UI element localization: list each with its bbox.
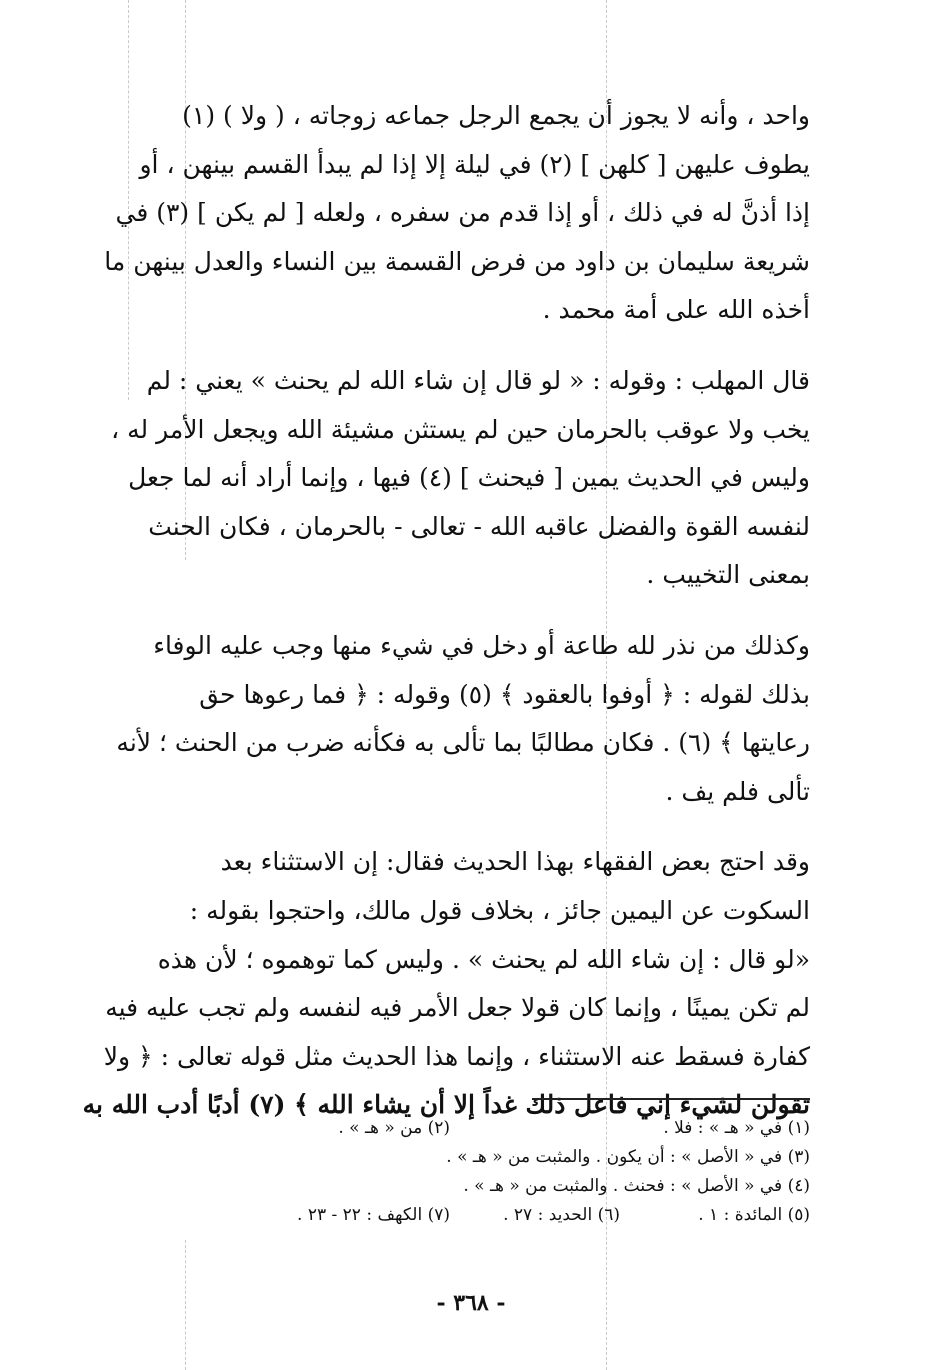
footnote-row [128, 1201, 810, 1230]
text-line: قال المهلب : وقوله : « لو قال إن شاء الله لم يحنث » يعني : لم [146, 365, 810, 395]
paragraph [116, 622, 810, 816]
footnote: (١) في « هـ » : فلا . [663, 1118, 810, 1138]
paragraph [104, 92, 810, 335]
paragraph [82, 838, 810, 1130]
text-line: تقولن لشيء إني فاعل ذلك غداً إلا أن يشاء الله ﴾ (٧) أدبًا أدب الله به [82, 1090, 810, 1120]
text-line: وليس في الحديث يمين [ فيحنث ] (٤) فيها ، وإنما أراد أنه لما جعل [128, 463, 810, 493]
footnote: (٧) الكهف : ٢٢ - ٢٣ . [297, 1205, 450, 1225]
text-line: يخب ولا عوقب بالحرمان حين لم يستثن مشيئة الله ويجعل الأمر له ، [111, 414, 810, 444]
text-line: تألى فلم يف . [665, 776, 810, 806]
text-line: لنفسه القوة والفضل عاقبه الله - تعالى - بالحرمان ، فكان الحنث [148, 511, 810, 541]
text-line: كفارة فسقط عنه الاستثناء ، وإنما هذا الحديث مثل قوله تعالى : ﴿ ولا [103, 1041, 810, 1071]
text-line: رعايتها ﴾ (٦) . فكان مطالبًا بما تألى به فكأنه ضرب من الحنث ؛ لأنه [116, 728, 810, 758]
text-line: واحد ، وأنه لا يجوز أن يجمع الرجل جماعه زوجاته ، ( ولا ) (١) [182, 101, 810, 130]
footnote-row [128, 1114, 810, 1143]
text-line: «لو قال : إن شاء الله لم يحنث » . وليس كما توهموه ؛ لأن هذه [157, 944, 810, 974]
footnote: (٦) الحديد : ٢٧ . [503, 1205, 620, 1225]
main-text [82, 92, 810, 1130]
footnote: (٣) في « الأصل » : أن يكون . والمثبت من « هـ » . [446, 1147, 810, 1167]
footnote-row [128, 1172, 810, 1201]
text-line: وقد احتج بعض الفقهاء بهذا الحديث فقال: إن الاستثناء بعد [220, 847, 810, 877]
footnote-divider [532, 1098, 810, 1100]
text-line: السكوت عن اليمين جائز ، بخلاف قول مالك، واحتجوا بقوله : [189, 895, 810, 925]
paragraph [111, 357, 810, 600]
text-line: شريعة سليمان بن داود من فرض القسمة بين النساء والعدل بينهن ما [104, 246, 810, 276]
text-line: وكذلك من نذر لله طاعة أو دخل في شيء منها وجب عليه الوفاء [153, 630, 810, 660]
text-line: إذا أذنَّ له في ذلك ، أو إذا قدم من سفره ، ولعله [ لم يكن ] (٣) في [115, 198, 810, 228]
text-line: يطوف عليهن [ كلهن ] (٢) في ليلة إلا إذا لم يبدأ القسم بينهن ، أو [139, 149, 810, 179]
page-number: - ٣٦٨ - [436, 1290, 506, 1316]
text-line: لم تكن يمينًا ، وإنما كان قولا جعل الأمر فيه لنفسه ولم تجب عليه فيه [105, 993, 810, 1023]
footnote-row [128, 1143, 810, 1172]
footnote: (٢) من « هـ » . [338, 1118, 450, 1138]
footnotes [128, 1114, 810, 1230]
text-line: أخذه الله على أمة محمد . [542, 295, 810, 325]
footnote: (٤) في « الأصل » : فحنث . والمثبت من « هـ » . [463, 1176, 810, 1196]
text-line: بمعنى التخييب . [646, 560, 810, 590]
footnote: (٥) المائدة : ١ . [698, 1205, 810, 1225]
text-line: بذلك لقوله : ﴿ أوفوا بالعقود ﴾ (٥) وقوله : ﴿ فما رعوها حق [199, 679, 810, 709]
